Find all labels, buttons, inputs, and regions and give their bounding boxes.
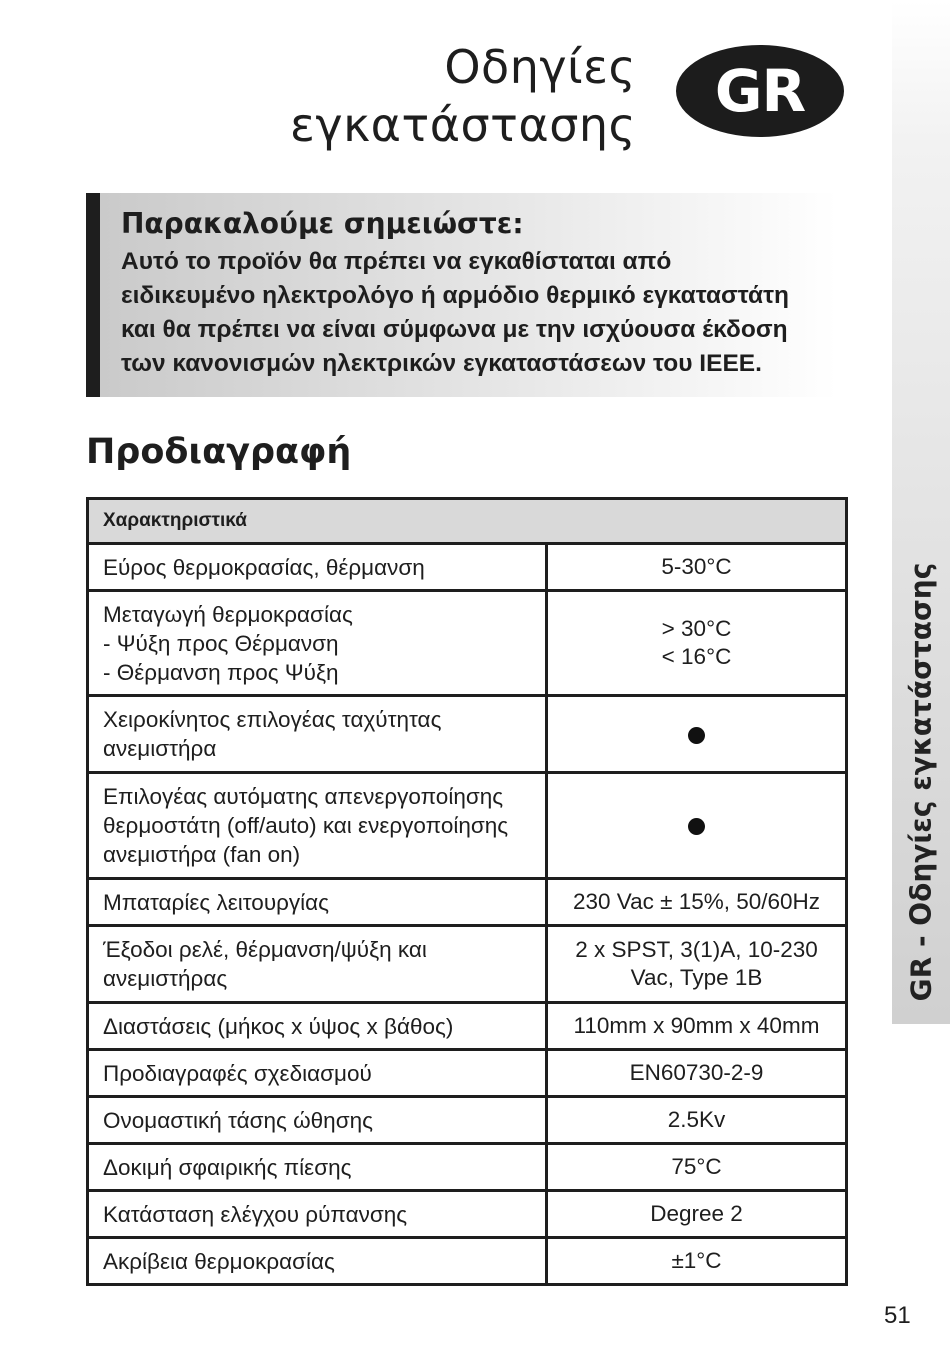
- spec-value: > 30°C < 16°C: [547, 591, 847, 696]
- spec-label: Μεταγωγή θερμοκρασίας - Ψύξη προς Θέρμανση - Θέρμανση προς Ψύξη: [88, 591, 547, 696]
- spec-table: [86, 497, 848, 1286]
- spec-label: Επιλογέας αυτόματης απενεργοποίησης θερμοστάτη (off/auto) και ενεργοποίησης ανεμιστήρα (fan on): [88, 773, 547, 879]
- notice-box: [86, 193, 838, 397]
- spec-value: EN60730-2-9: [547, 1050, 847, 1097]
- table-row: [88, 1191, 847, 1238]
- bullet-dot-icon: [688, 727, 705, 744]
- spec-value: ±1°C: [547, 1238, 847, 1285]
- spec-label: Προδιαγραφές σχεδιασμού: [88, 1050, 547, 1097]
- spec-value: [547, 696, 847, 773]
- notice-body: [121, 245, 831, 381]
- spec-label: Έξοδοι ρελέ, θέρμανση/ψύξη και ανεμιστήρας: [88, 926, 547, 1003]
- notice-line: των κανονισμών ηλεκτρικών εγκαταστάσεων του IEEE.: [121, 350, 762, 377]
- language-badge: GR: [676, 45, 844, 137]
- side-tab-label: GR - Οδηγίες εγκατάστασης: [904, 562, 938, 1002]
- spec-value: Degree 2: [547, 1191, 847, 1238]
- spec-value: 2.5Kv: [547, 1097, 847, 1144]
- spec-label: Κατάσταση ελέγχου ρύπανσης: [88, 1191, 547, 1238]
- table-row: [88, 544, 847, 591]
- bullet-dot-icon: [688, 818, 705, 835]
- table-row: [88, 1097, 847, 1144]
- title-line-1: Οδηγίες: [444, 40, 636, 94]
- notice-heading: Παρακαλούμε σημειώστε:: [121, 207, 524, 240]
- spec-value: 110mm x 90mm x 40mm: [547, 1003, 847, 1050]
- table-row: [88, 696, 847, 773]
- notice-line: και θα πρέπει να είναι σύμφωνα με την ισχύουσα έκδοση: [121, 316, 788, 343]
- table-row: [88, 1050, 847, 1097]
- spec-label: Χειροκίνητος επιλογέας ταχύτητας ανεμιστήρα: [88, 696, 547, 773]
- spec-value: 230 Vac ± 15%, 50/60Hz: [547, 879, 847, 926]
- notice-accent-bar: [86, 193, 100, 397]
- table-row: [88, 1238, 847, 1285]
- notice-line: Αυτό το προϊόν θα πρέπει να εγκαθίσταται από: [121, 248, 672, 275]
- table-row: [88, 879, 847, 926]
- spec-value: 5-30°C: [547, 544, 847, 591]
- spec-label: Διαστάσεις (μήκος x ύψος x βάθος): [88, 1003, 547, 1050]
- spec-label: Μπαταρίες λειτουργίας: [88, 879, 547, 926]
- spec-label: Ακρίβεια θερμοκρασίας: [88, 1238, 547, 1285]
- page-number: 51: [884, 1302, 911, 1329]
- title-line-2: εγκατάστασης: [289, 98, 636, 152]
- spec-value: 2 x SPST, 3(1)A, 10-230 Vac, Type 1B: [547, 926, 847, 1003]
- table-row: [88, 926, 847, 1003]
- spec-label: Ονομαστική τάσης ώθησης: [88, 1097, 547, 1144]
- table-row: [88, 1003, 847, 1050]
- section-title: Προδιαγραφή: [86, 432, 352, 472]
- table-row: [88, 1144, 847, 1191]
- spec-label: Δοκιμή σφαιρικής πίεσης: [88, 1144, 547, 1191]
- table-header: Χαρακτηριστικά: [88, 499, 847, 544]
- table-row: [88, 773, 847, 879]
- page-title: [290, 38, 636, 154]
- table-row: [88, 591, 847, 696]
- notice-line: ειδικευμένο ηλεκτρολόγο ή αρμόδιο θερμικό εγκαταστάτη: [121, 282, 789, 309]
- spec-value: [547, 773, 847, 879]
- spec-label: Εύρος θερμοκρασίας, θέρμανση: [88, 544, 547, 591]
- spec-value: 75°C: [547, 1144, 847, 1191]
